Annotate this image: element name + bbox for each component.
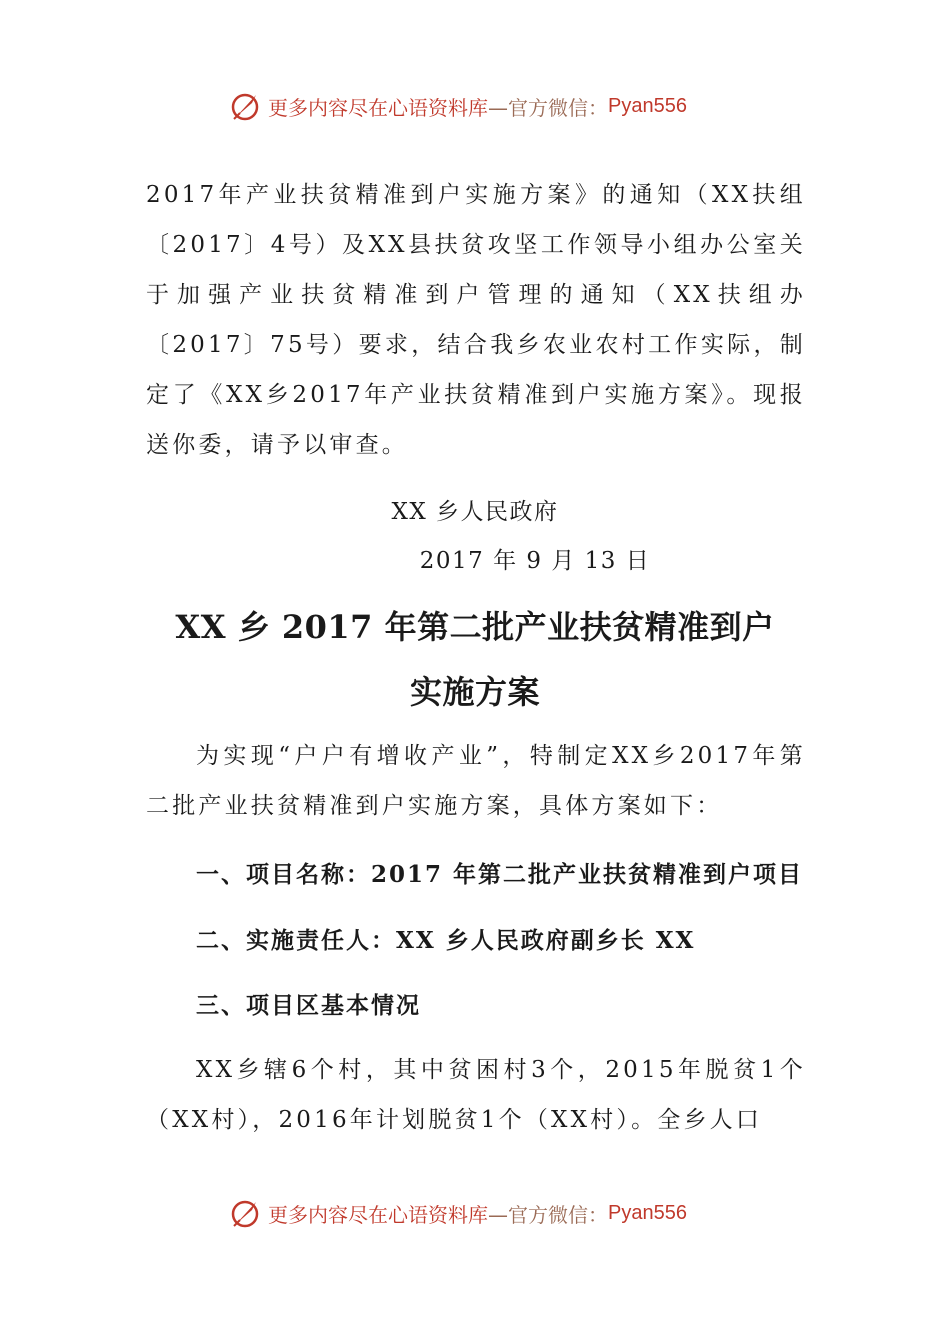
intro-paragraph: 2017年产业扶贫精准到户实施方案》的通知（XX扶组〔2017〕4号）及XX县扶贫攻坚工作领导小组办公室关于加强产业扶贫精准到户管理的通知（XX扶组办〔2017〕75号）要求，结合我乡农业农村工作实际，制定了《XX乡2017年产业扶贫精准到户实施方案》。现报送你委，请予以审查。 [146, 182, 806, 458]
watermark-text-id: Pyan556 [608, 1201, 687, 1224]
quill-logo-icon [228, 1196, 262, 1230]
watermark-text-wechat: —官方微信： [488, 1202, 608, 1227]
section-heading-project-name: 一、项目名称：2017 年第二批产业扶贫精准到户项目 [196, 861, 804, 888]
section-heading-basic-situation: 三、项目区基本情况 [196, 992, 421, 1019]
opening-paragraph: 为实现“户户有增收产业”，特制定XX乡2017年第二批产业扶贫精准到户实施方案，具体方案如下： [146, 743, 806, 819]
watermark-text-main: 更多内容尽在心语资料库 [268, 1202, 488, 1227]
watermark-banner-bottom [228, 1193, 687, 1233]
watermark-text-main: 更多内容尽在心语资料库 [268, 95, 488, 120]
watermark-text-id: Pyan556 [608, 94, 687, 117]
signature-organization: XX 乡人民政府 [391, 499, 559, 525]
document-title-line1: XX 乡 2017 年第二批产业扶贫精准到户 [175, 608, 775, 646]
signature-date: 2017 年 9 月 13 日 [419, 548, 651, 574]
section-heading-responsible-person: 二、实施责任人：XX 乡人民政府副乡长 XX [196, 927, 696, 954]
document-title-line2: 实施方案 [409, 673, 540, 711]
watermark-banner-top [228, 86, 687, 126]
watermark-text-wechat: —官方微信： [488, 95, 608, 120]
quill-logo-icon [228, 89, 262, 123]
section3-paragraph: XX乡辖6个村，其中贫困村3个，2015年脱贫1个（XX村），2016年计划脱贫1个（XX村）。全乡人口 [146, 1057, 806, 1133]
